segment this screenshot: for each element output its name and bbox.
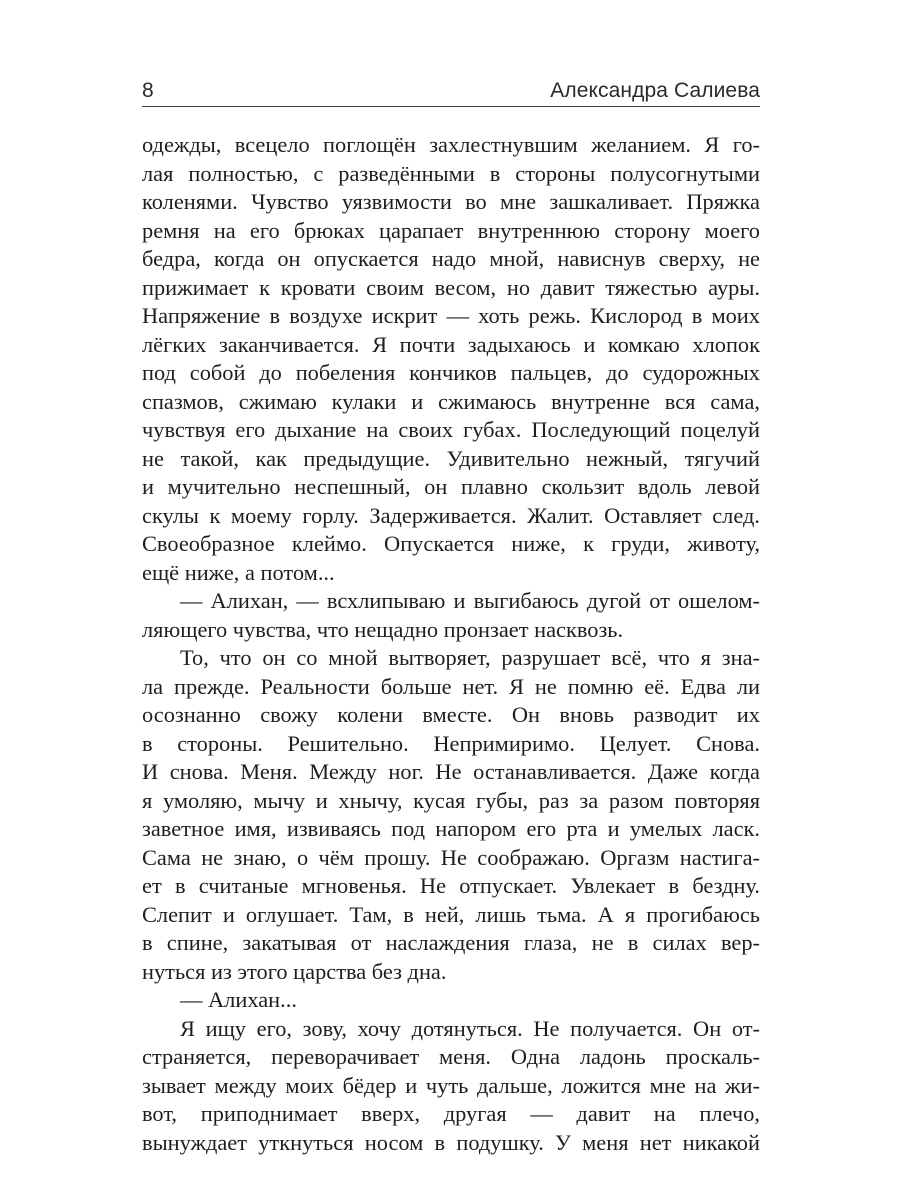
running-head-author: Александра Салиева — [550, 79, 760, 102]
text-line: То, что он со мной вытворяет, разрушает всё, что я зна- — [180, 645, 760, 670]
text-line: Я ищу его, зову, хочу дотянуться. Не получается. Он от- — [180, 1015, 760, 1041]
text-line: — Алихан... — [180, 987, 297, 1012]
text-line: бедра, когда он опускается надо мной, нависнув сверху, не — [142, 246, 760, 271]
text-line: нуться из этого царства без дна. — [142, 958, 447, 984]
text-line: в спине, закатывая от наслаждения глаза, не в силах вер- — [142, 930, 760, 955]
text-line: и мучительно неспешный, он плавно скользит вдоль левой — [142, 474, 760, 499]
text-line: ла прежде. Реальности больше нет. Я не помню её. Едва ли — [142, 673, 760, 699]
text-line: ет в считаные мгновенья. Не отпускает. Увлекает в бездну. — [142, 873, 760, 898]
text-line: одежды, всецело поглощён захлестнувшим желанием. Я го- — [142, 132, 760, 157]
text-line: осознанно свожу колени вместе. Он вновь разводит их — [142, 702, 760, 727]
page-number: 8 — [142, 79, 154, 102]
text-line: Своеобразное клеймо. Опускается ниже, к груди, животу, — [142, 531, 760, 556]
page-header — [142, 76, 760, 110]
body-text — [142, 131, 760, 1157]
text-line: вынуждает уткнуться носом в подушку. У меня нет никакой — [142, 1129, 760, 1155]
text-line: Слепит и оглушает. Там, в ней, лишь тьма. А я прогибаюсь — [142, 901, 760, 927]
text-line: ляющего чувства, что нещадно пронзает насквозь. — [142, 616, 624, 642]
text-line: прижимает к кровати своим весом, но давит тяжестью ауры. — [142, 274, 760, 300]
text-line: заветное имя, извиваясь под напором его рта и умелых ласк. — [142, 816, 760, 841]
text-line: скулы к моему горлу. Задерживается. Жалит. Оставляет след. — [142, 502, 760, 528]
text-line: в стороны. Решительно. Непримиримо. Целует. Снова. — [142, 730, 760, 756]
text-line: ещё ниже, а потом... — [142, 559, 335, 585]
text-line: страняется, переворачивает меня. Одна ладонь проскаль- — [142, 1044, 760, 1069]
text-line: — Алихан, — всхлипываю и выгибаюсь дугой от ошелом- — [180, 588, 760, 613]
header-rule — [142, 106, 760, 107]
text-line: Напряжение в воздухе искрит — хоть режь. Кислород в моих — [142, 303, 760, 328]
text-line: я умоляю, мычу и хнычу, кусая губы, раз за разом повторяя — [142, 787, 760, 813]
text-line: коленями. Чувство уязвимости во мне зашкаливает. Пряжка — [142, 189, 760, 214]
text-line: чувствуя его дыхание на своих губах. Последующий поцелуй — [142, 417, 760, 442]
text-line: зывает между моих бёдер и чуть дальше, ложится мне на жи- — [142, 1072, 760, 1098]
text-line: лая полностью, с разведёнными в стороны полусогнутыми — [142, 160, 760, 186]
text-line: И снова. Меня. Между ног. Не останавливается. Даже когда — [142, 759, 760, 784]
text-line: спазмов, сжимаю кулаки и сжимаюсь внутренне вся сама, — [142, 388, 760, 414]
text-line: под собой до побеления кончиков пальцев, до судорожных — [142, 360, 760, 385]
text-line: лёгких заканчивается. Я почти задыхаюсь и комкаю хлопок — [142, 331, 760, 357]
text-line: не такой, как предыдущие. Удивительно нежный, тягучий — [142, 445, 760, 471]
text-line: Сама не знаю, о чём прошу. Не соображаю. Оргазм настига- — [142, 844, 760, 870]
text-line: ремня на его брюках царапает внутреннюю сторону моего — [142, 217, 760, 243]
text-line: вот, приподнимает вверх, другая — давит на плечо, — [142, 1101, 760, 1126]
